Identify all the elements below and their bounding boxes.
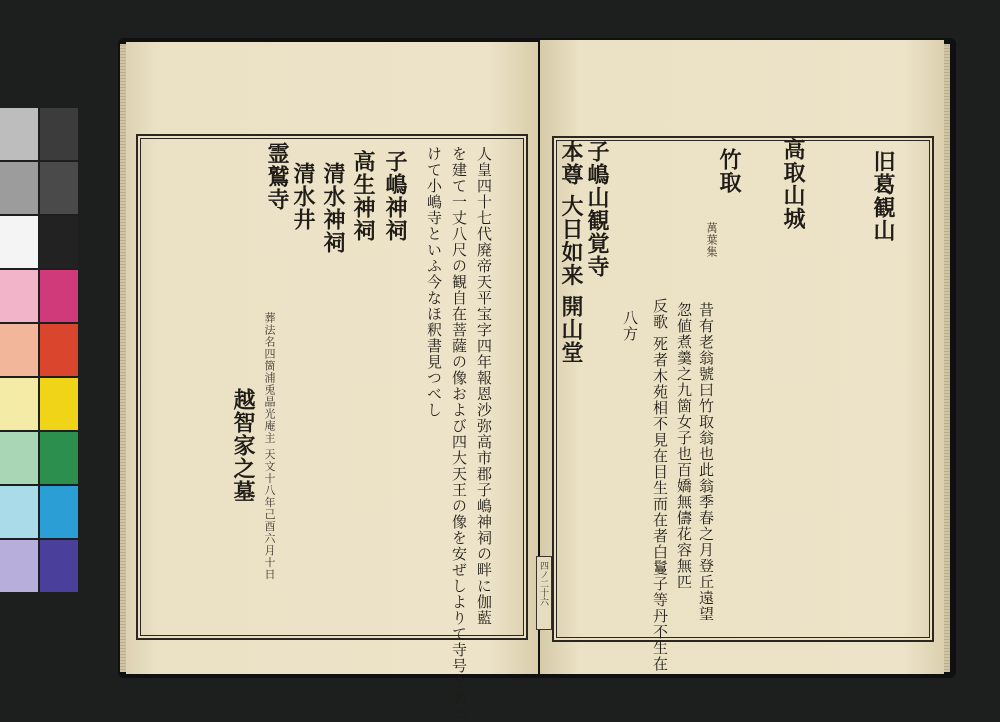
calibration-swatch [0, 378, 38, 430]
calibration-swatch [0, 324, 38, 376]
calibration-swatch [40, 216, 78, 268]
calibration-swatch [0, 162, 38, 214]
left-head-shimizu-well: 清水井 [290, 162, 316, 231]
folio-box [536, 556, 552, 630]
calibration-swatch [40, 108, 78, 160]
right-head-taketori: 竹取 [716, 148, 742, 194]
left-col-1: 人皇四十七代廃帝天平宝字四年報恩沙弥高市郡子嶋神祠の畔に伽藍 [475, 146, 493, 626]
left-head-ochi-tomb: 越智家之墓 [230, 388, 256, 503]
calibration-swatch [0, 108, 38, 160]
right-head-kyuukanzan: 旧葛観山 [870, 150, 896, 242]
right-head-takatori-castle: 高取山城 [780, 138, 806, 230]
left-col-2: を建て一丈八尺の観自在菩薩の像および四大天王の像を安ぜしよりて寺号を名づ [450, 146, 468, 722]
calibration-swatch [40, 378, 78, 430]
left-head-ryojuji: 霊鷲寺 [264, 142, 290, 211]
calibration-swatch [0, 270, 38, 322]
right-manyoshu-label: 萬葉集 [705, 222, 718, 258]
calibration-swatch [40, 432, 78, 484]
calibration-swatch [40, 162, 78, 214]
left-head-shimizu-shrine: 清水神祠 [320, 162, 346, 254]
calibration-swatch [0, 216, 38, 268]
right-col-happo: 八方 [621, 310, 639, 342]
calibration-swatch [40, 270, 78, 322]
folio-number: 四ノ二十六 [538, 561, 548, 606]
calibration-swatch [0, 432, 38, 484]
calibration-swatch [0, 486, 38, 538]
right-page [540, 40, 944, 674]
left-page [126, 42, 538, 722]
left-head-koshima-shrine: 子嶋神祠 [382, 150, 408, 242]
calibration-swatch [40, 540, 78, 592]
left-col-3: けて小嶋寺といふ今なほ釈書見つべし [425, 146, 443, 418]
right-head-honzon: 本尊 大日如来 開山堂 [558, 140, 584, 365]
right-col-poem-3: 反歌 死者木苑相不見在目生而在者白鬘子等丹不生在 [651, 298, 669, 672]
right-col-poem-1: 昔有老翁號曰竹取翁也此翁季春之月登丘遠望 [697, 302, 715, 622]
left-head-takao-shrine: 高生神祠 [350, 150, 376, 242]
right-col-poem-2: 忽値煮羹之九箇女子也百嬌無儔花容無匹 [675, 302, 693, 590]
calibration-swatch [40, 486, 78, 538]
right-head-kanshoji: 子嶋山観覚寺 [584, 140, 610, 278]
left-small-note: 葬法名四箇浦兎晶光庵主 天文十八年己酉六月十日 [263, 312, 276, 581]
calibration-swatch [0, 540, 38, 592]
calibration-swatch [40, 324, 78, 376]
